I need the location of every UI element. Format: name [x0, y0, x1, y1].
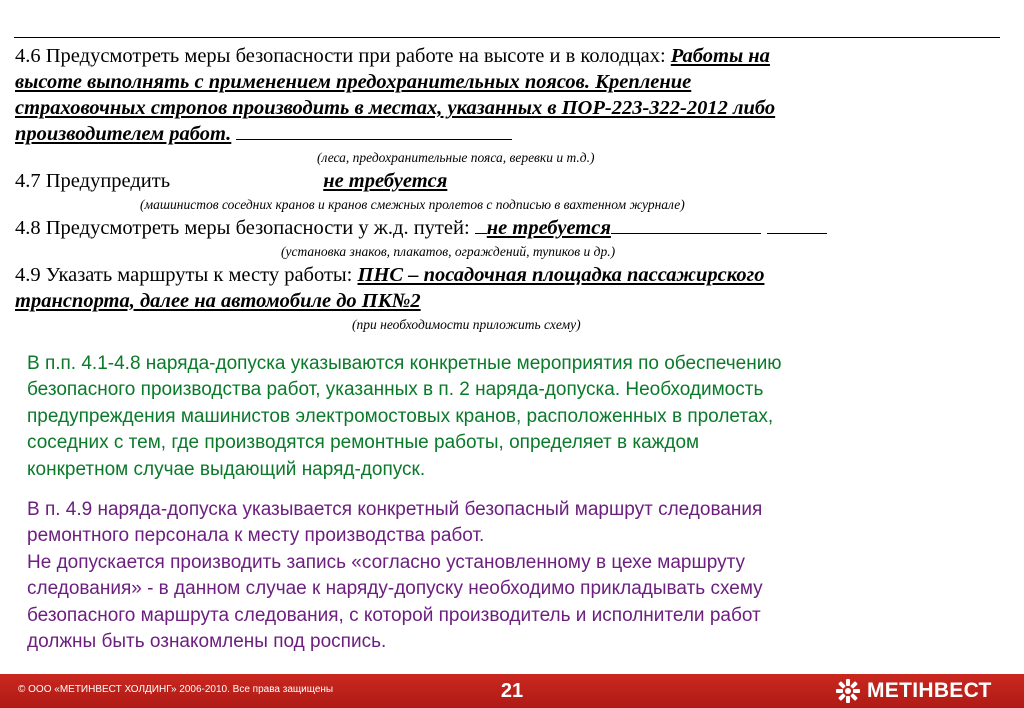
page-number: 21 — [500, 680, 524, 702]
item-answer: производителем работ. — [15, 123, 232, 145]
item-4-9 — [15, 262, 1005, 288]
item-4-6 — [15, 43, 1005, 69]
item-answer: ПНС – посадочная площадка пассажирского — [357, 264, 765, 286]
explanation-note-purple: В п. 4.9 наряда-допуска указывается конкретный безопасный маршрут следования ремонтного персонала к месту производства работ. Не допускается производить запись «согласно установленному в цехе маршруту следования» - в данном случае к наряду-допуску необходимо прикладывать схему безопасного маршрута следования, с которой производитель и исполнители работ должны быть ознакомлены под роспись. — [27, 499, 763, 653]
company-logo — [835, 678, 992, 704]
item-4-8 — [15, 215, 1005, 241]
item-answer: страховочных стропов производить в местах, указанных в ПОР-223-322-2012 либо — [15, 97, 776, 119]
fill-blank — [767, 217, 827, 234]
work-permit-form — [15, 43, 1005, 335]
logo-text: МЕТІНВЕСТ — [867, 679, 992, 702]
fill-blank — [611, 217, 761, 234]
item-answer: транспорта, далее на автомобиле до ПК№2 — [15, 290, 421, 312]
item-text: Предупредить — [45, 170, 171, 192]
item-number: 4.7 — [15, 170, 41, 192]
top-rule — [14, 37, 1000, 38]
item-number: 4.8 — [15, 217, 41, 239]
item-answer: не требуется — [486, 217, 611, 239]
footer-bar — [0, 674, 1024, 708]
item-caption: (установка знаков, плакатов, ограждений, тупиков и др.) — [281, 244, 616, 259]
metinvest-logo-icon — [835, 678, 861, 704]
item-answer: не требуется — [323, 170, 448, 192]
copyright-text: © ООО «МЕТИНВЕСТ ХОЛДИНГ» 2006-2010. Все права защищены — [18, 684, 334, 695]
item-answer: Работы на — [670, 45, 770, 67]
explanation-note-green: В п.п. 4.1-4.8 наряда-допуска указываются конкретные мероприятия по обеспечению безопасного производства работ, указанных в п. 2 наряда-допуска. Необходимость предупреждения машинистов электромостовых кранов, расположенных в пролетах, соседних с тем, где производятся ремонтные работы, определяет в каждом конкретном случае выдающий наряд-допуск. — [27, 353, 782, 480]
item-caption: (леса, предохранительные пояса, веревки и т.д.) — [317, 150, 595, 165]
item-caption: (машинистов соседних кранов и кранов смежных пролетов с подписью в вахтенном журнале) — [140, 197, 685, 212]
item-text: Предусмотреть меры безопасности при работе на высоте и в колодцах: — [45, 45, 666, 67]
item-caption: (при необходимости приложить схему) — [352, 317, 581, 332]
item-number: 4.6 — [15, 45, 41, 67]
item-answer: высоте выполнять с применением предохранительных поясов. Крепление — [15, 71, 692, 93]
item-text: Указать маршруты к месту работы: — [45, 264, 353, 286]
item-text: Предусмотреть меры безопасности у ж.д. путей: — [45, 217, 470, 239]
item-4-7 — [15, 168, 1005, 194]
item-number: 4.9 — [15, 264, 41, 286]
fill-blank — [236, 123, 512, 140]
